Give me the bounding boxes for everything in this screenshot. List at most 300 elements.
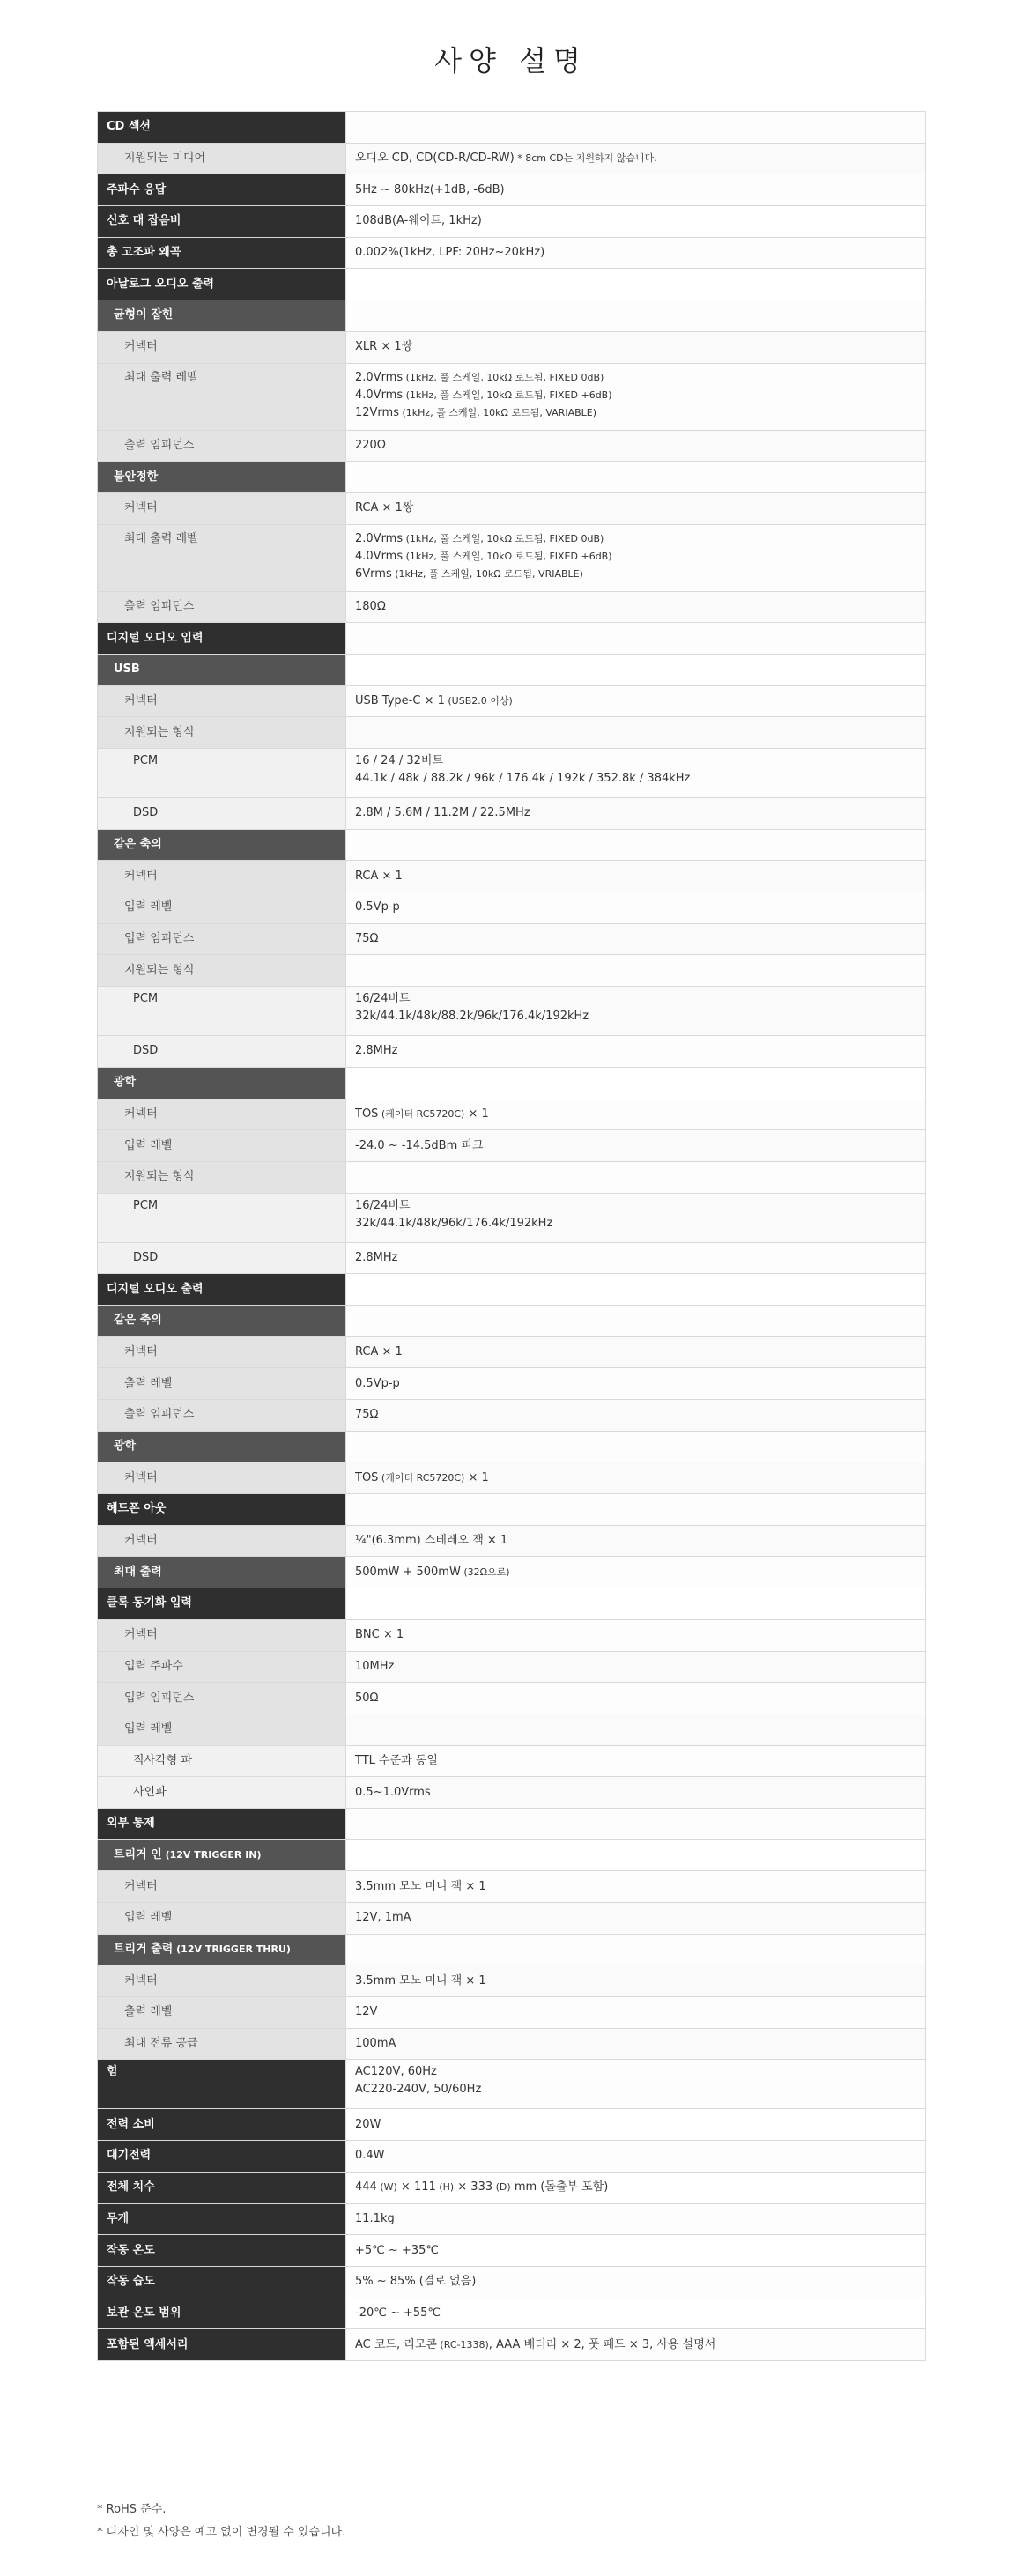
- spec-value-line: [355, 2081, 916, 2099]
- spec-value-text: ¼"(6.3mm) 스테레오 잭 × 1: [355, 1534, 508, 1548]
- spec-row: [98, 1588, 926, 1620]
- spec-value-note: * 8cm CD는 지원하지 않습니다.: [514, 152, 657, 165]
- spec-value: [346, 591, 926, 623]
- spec-label-text: DSD: [133, 806, 159, 820]
- spec-row: [98, 1903, 926, 1935]
- spec-label-text: 대기전력: [107, 2149, 152, 2163]
- spec-label-text: PCM: [133, 1198, 159, 1212]
- spec-value: [346, 717, 926, 749]
- spec-value-text: 2.8M / 5.6M / 11.2M / 22.5MHz: [355, 806, 530, 820]
- spec-value-text: 2.8MHz: [355, 1250, 398, 1264]
- spec-value-main: AC220-240V, 50/60Hz: [355, 2083, 482, 2097]
- spec-value-line: [355, 2063, 916, 2081]
- spec-value-text: 12V: [355, 2005, 378, 2019]
- spec-value-tail: × 1: [464, 1470, 489, 1484]
- spec-label: [98, 749, 346, 798]
- spec-row: [98, 685, 926, 717]
- spec-row: [98, 1965, 926, 1997]
- spec-row: [98, 1099, 926, 1130]
- spec-value: [346, 2028, 926, 2060]
- spec-value-line: [355, 990, 916, 1008]
- spec-label-text: 최대 출력 레벨: [124, 370, 198, 384]
- spec-value-line: [355, 530, 916, 548]
- spec-label: [98, 1839, 346, 1871]
- spec-row: [98, 1161, 926, 1193]
- spec-value-line: [355, 1008, 916, 1025]
- spec-value: [346, 492, 926, 524]
- spec-value-main: 12Vrms: [355, 405, 399, 419]
- footnotes: [97, 2498, 925, 2544]
- spec-value-text: TOS: [355, 1470, 379, 1484]
- spec-value: [346, 1619, 926, 1651]
- spec-value-text: 100mA: [355, 2037, 396, 2051]
- spec-label: [98, 1242, 346, 1274]
- spec-value-text: 5% ~ 85% (결로 없음): [355, 2275, 477, 2289]
- spec-value: [346, 2235, 926, 2267]
- spec-row: [98, 1777, 926, 1809]
- spec-value: [346, 1036, 926, 1068]
- spec-label-text: 광학: [114, 1440, 137, 1454]
- spec-value-line: [355, 387, 916, 404]
- spec-value-note: (1kHz, 풀 스케일, 10kΩ 로드됨, FIXED +6dB): [403, 389, 612, 401]
- spec-value-text: RCA × 1쌍: [355, 501, 414, 515]
- spec-label-text: 지원되는 형식: [124, 1170, 195, 1184]
- spec-label: [98, 1714, 346, 1745]
- spec-label: [98, 206, 346, 238]
- spec-value: [346, 1462, 926, 1494]
- spec-value-note: (32Ω으로): [460, 1566, 510, 1578]
- spec-row: [98, 1714, 926, 1745]
- spec-label: [98, 923, 346, 955]
- spec-label-text: 입력 레벨: [124, 1911, 173, 1925]
- spec-label-text: 커넥터: [124, 1879, 158, 1893]
- spec-label: [98, 1745, 346, 1777]
- spec-row: [98, 2141, 926, 2173]
- spec-value: [346, 861, 926, 892]
- spec-label-text: 커넥터: [124, 340, 158, 354]
- spec-value-note: (케이터 RC5720C): [378, 1107, 465, 1120]
- spec-label: [98, 331, 346, 363]
- spec-label: [98, 1651, 346, 1683]
- spec-value: [346, 1494, 926, 1526]
- spec-label: [98, 1903, 346, 1935]
- spec-value-line: [355, 369, 916, 387]
- spec-label: [98, 2141, 346, 2173]
- spec-row: [98, 1997, 926, 2029]
- spec-value: [346, 1997, 926, 2029]
- spec-label-text: 커넥터: [124, 869, 158, 883]
- spec-label-text: 지원되는 형식: [124, 963, 195, 977]
- spec-label: [98, 623, 346, 655]
- spec-value-text: 75Ω: [355, 932, 379, 946]
- spec-value: [346, 143, 926, 174]
- spec-label-text: 아날로그 오디오 출력: [107, 277, 215, 291]
- spec-value: [346, 331, 926, 363]
- spec-value: [346, 1305, 926, 1336]
- spec-value-text: 220Ω: [355, 438, 386, 452]
- spec-value-text: TTL 수준과 동일: [355, 1753, 438, 1767]
- spec-label-text: 작동 온도: [107, 2243, 155, 2257]
- spec-label: [98, 2235, 346, 2267]
- spec-value-tail: × 111: [396, 2180, 436, 2195]
- spec-label: [98, 1557, 346, 1588]
- spec-value-note: (케이터 RC5720C): [378, 1471, 465, 1484]
- spec-label: [98, 1871, 346, 1903]
- spec-label-text: 출력 레벨: [124, 2005, 173, 2019]
- spec-row: [98, 1067, 926, 1099]
- spec-table-body: [98, 112, 926, 2361]
- spec-value-text: 20W: [355, 2117, 381, 2131]
- spec-label: [98, 654, 346, 685]
- spec-row: [98, 1934, 926, 1965]
- spec-value: [346, 1067, 926, 1099]
- spec-value: [346, 2298, 926, 2329]
- spec-row: [98, 1336, 926, 1368]
- spec-value-note: (1kHz, 풀 스케일, 10kΩ 로드됨, VARIABLE): [399, 406, 597, 418]
- spec-label: [98, 1400, 346, 1432]
- spec-label: [98, 1619, 346, 1651]
- spec-label: [98, 1067, 346, 1099]
- spec-label-text: 입력 임피던스: [124, 1691, 195, 1705]
- spec-label-text: 커넥터: [124, 1344, 158, 1358]
- spec-value: [346, 955, 926, 987]
- spec-value-text: 5Hz ~ 80kHz(+1dB, -6dB): [355, 182, 505, 196]
- spec-label: [98, 143, 346, 174]
- spec-value-text: 0.4W: [355, 2149, 385, 2163]
- spec-row: [98, 1130, 926, 1162]
- spec-table: [97, 111, 926, 2361]
- spec-value: [346, 1588, 926, 1620]
- spec-label: [98, 685, 346, 717]
- spec-label-text: 주파수 응답: [107, 182, 167, 196]
- spec-value: [346, 1871, 926, 1903]
- spec-label-text: 최대 전류 공급: [124, 2037, 198, 2051]
- spec-value: [346, 829, 926, 861]
- spec-value: [346, 2266, 926, 2298]
- spec-row: [98, 363, 926, 430]
- spec-row: [98, 1871, 926, 1903]
- spec-label-text: 힘: [107, 2065, 118, 2079]
- spec-label: [98, 1997, 346, 2029]
- spec-value-note: (1kHz, 풀 스케일, 10kΩ 로드됨, FIXED +6dB): [403, 550, 612, 562]
- spec-value-tail: × 1: [464, 1107, 489, 1121]
- spec-value-text: 3.5mm 모노 미니 잭 × 1: [355, 1973, 486, 1988]
- spec-label: [98, 591, 346, 623]
- spec-label: [98, 1161, 346, 1193]
- spec-value-text: 2.8MHz: [355, 1044, 398, 1058]
- spec-row: [98, 492, 926, 524]
- spec-value: [346, 1242, 926, 1274]
- spec-row: [98, 112, 926, 144]
- spec-label: [98, 1368, 346, 1400]
- spec-label: [98, 1588, 346, 1620]
- spec-value-text: 10MHz: [355, 1659, 395, 1673]
- spec-row: [98, 430, 926, 462]
- spec-row: [98, 1839, 926, 1871]
- spec-label-text: 입력 레벨: [124, 1722, 173, 1736]
- spec-value-text: -20℃ ~ +55℃: [355, 2306, 441, 2320]
- spec-value-text: AC 코드, 리모콘: [355, 2337, 437, 2351]
- spec-label: [98, 1525, 346, 1557]
- spec-label-text: 커넥터: [124, 1107, 158, 1121]
- spec-label-text: 신호 대 잡음비: [107, 214, 181, 228]
- spec-label-text: PCM: [133, 754, 159, 767]
- spec-value-text: 0.5~1.0Vrms: [355, 1785, 431, 1799]
- spec-value-text: 108dB(A-웨이트, 1kHz): [355, 214, 482, 228]
- spec-value: [346, 1368, 926, 1400]
- spec-value: [346, 1965, 926, 1997]
- spec-label: [98, 2329, 346, 2361]
- spec-value-note: (1kHz, 풀 스케일, 10kΩ 로드됨, VRIABLE): [391, 567, 583, 580]
- spec-label: [98, 1683, 346, 1714]
- spec-value-note2: (H): [435, 2181, 455, 2194]
- spec-value: [346, 892, 926, 924]
- spec-row: [98, 1557, 926, 1588]
- spec-label: [98, 2109, 346, 2141]
- spec-value-main: 32k/44.1k/48k/88.2k/96k/176.4k/192kHz: [355, 1010, 589, 1024]
- spec-value-main: 4.0Vrms: [355, 388, 404, 402]
- spec-row: [98, 1619, 926, 1651]
- spec-value-main: 44.1k / 48k / 88.2k / 96k / 176.4k / 192k / 352.8k / 384kHz: [355, 772, 691, 785]
- spec-value: [346, 1903, 926, 1935]
- spec-label: [98, 829, 346, 861]
- spec-value: [346, 1651, 926, 1683]
- spec-row: [98, 1431, 926, 1462]
- spec-value-tail3: mm (돌출부 포함): [510, 2180, 609, 2195]
- spec-label: [98, 1036, 346, 1068]
- spec-value-text: 12V, 1mA: [355, 1911, 411, 1925]
- spec-row: [98, 462, 926, 493]
- spec-label-text: 출력 임피던스: [124, 438, 195, 452]
- spec-label: [98, 1808, 346, 1839]
- spec-label: [98, 1130, 346, 1162]
- spec-value: [346, 2203, 926, 2235]
- spec-row: [98, 2172, 926, 2203]
- spec-value-main: 16 / 24 / 32비트: [355, 754, 444, 767]
- spec-value: [346, 685, 926, 717]
- spec-value-text: 180Ω: [355, 599, 386, 613]
- spec-row: [98, 2203, 926, 2235]
- spec-label: [98, 430, 346, 462]
- spec-value: [346, 237, 926, 269]
- spec-row: [98, 2298, 926, 2329]
- spec-label-text: 커넥터: [124, 1470, 158, 1484]
- spec-value: [346, 1683, 926, 1714]
- spec-label-text: 트리거 인: [114, 1847, 162, 1862]
- spec-row: [98, 1400, 926, 1432]
- spec-row: [98, 923, 926, 955]
- spec-row: [98, 1193, 926, 1242]
- spec-value: [346, 2141, 926, 2173]
- spec-label-text: 작동 습도: [107, 2275, 155, 2289]
- spec-value-text: RCA × 1: [355, 869, 403, 883]
- spec-value-note: (W): [376, 2181, 397, 2194]
- spec-label-text: 커넥터: [124, 1628, 158, 1642]
- spec-row: [98, 269, 926, 300]
- spec-value-tail: , AAA 배터리 × 2, 풋 패드 × 3, 사용 설명서: [488, 2337, 716, 2351]
- spec-value-main: 4.0Vrms: [355, 549, 404, 563]
- spec-value-text: BNC × 1: [355, 1628, 404, 1642]
- spec-value-text: USB Type-C × 1: [355, 693, 445, 707]
- spec-value-text: RCA × 1: [355, 1344, 403, 1358]
- spec-row: [98, 1525, 926, 1557]
- spec-label-text: CD 섹션: [107, 120, 151, 134]
- spec-label-text: DSD: [133, 1250, 159, 1264]
- spec-value-line: [355, 548, 916, 566]
- spec-label: [98, 2028, 346, 2060]
- spec-value: [346, 300, 926, 332]
- spec-value-text: 500mW + 500mW: [355, 1565, 461, 1579]
- spec-label: [98, 1965, 346, 1997]
- spec-value: [346, 2109, 926, 2141]
- spec-value: [346, 1336, 926, 1368]
- spec-value-main: AC120V, 60Hz: [355, 2065, 437, 2079]
- spec-label-text: 직사각형 파: [133, 1753, 192, 1767]
- spec-label-text: 입력 주파수: [124, 1659, 183, 1673]
- spec-row: [98, 654, 926, 685]
- spec-value-text: -24.0 ~ -14.5dBm 피크: [355, 1138, 484, 1152]
- spec-value: [346, 363, 926, 430]
- spec-value-text: 0.5Vp-p: [355, 900, 400, 914]
- spec-label: [98, 2266, 346, 2298]
- spec-label: [98, 1934, 346, 1965]
- spec-value: [346, 1714, 926, 1745]
- spec-value: [346, 923, 926, 955]
- spec-label-text: 무게: [107, 2211, 130, 2225]
- spec-value-line: [355, 566, 916, 583]
- spec-row: [98, 143, 926, 174]
- spec-value: [346, 798, 926, 830]
- spec-value: [346, 2172, 926, 2203]
- spec-value-main: 6Vrms: [355, 566, 392, 581]
- spec-label: [98, 1494, 346, 1526]
- spec-value: [346, 430, 926, 462]
- spec-value: [346, 1777, 926, 1809]
- spec-value-text: 3.5mm 모노 미니 잭 × 1: [355, 1879, 486, 1893]
- spec-label-text: 커넥터: [124, 693, 158, 707]
- spec-label: [98, 1305, 346, 1336]
- spec-row: [98, 2266, 926, 2298]
- spec-label-text: 같은 축의: [114, 1314, 162, 1328]
- spec-value: [346, 1808, 926, 1839]
- spec-value-text: 오디오 CD, CD(CD-R/CD-RW): [355, 152, 515, 166]
- spec-label: [98, 462, 346, 493]
- spec-row: [98, 524, 926, 591]
- spec-row: [98, 1305, 926, 1336]
- footnote-rohs: * RoHS 준수.: [97, 2503, 167, 2516]
- page-title: 사양 설명: [434, 44, 588, 78]
- spec-row: [98, 237, 926, 269]
- spec-value-line: [355, 404, 916, 422]
- spec-label: [98, 2172, 346, 2203]
- spec-value-text: 444: [355, 2180, 377, 2195]
- spec-label: [98, 1336, 346, 1368]
- spec-label-text: 최대 출력 레벨: [124, 531, 198, 545]
- spec-value: [346, 654, 926, 685]
- spec-label-text: 헤드폰 아웃: [107, 1502, 167, 1516]
- spec-value: [346, 1431, 926, 1462]
- spec-value-note: (1kHz, 풀 스케일, 10kΩ 로드됨, FIXED 0dB): [403, 532, 604, 544]
- spec-label-text: 입력 레벨: [124, 1138, 173, 1152]
- spec-row: [98, 829, 926, 861]
- spec-value: [346, 1400, 926, 1432]
- spec-value: [346, 524, 926, 591]
- spec-row: [98, 623, 926, 655]
- spec-label: [98, 363, 346, 430]
- spec-row: [98, 861, 926, 892]
- spec-value-line: [355, 1197, 916, 1215]
- spec-row: [98, 1808, 926, 1839]
- footnote-disclaimer: * 디자인 및 사양은 예고 없이 변경될 수 있습니다.: [97, 2526, 346, 2539]
- spec-value: [346, 1274, 926, 1306]
- spec-value-tail2: × 333: [454, 2180, 493, 2195]
- spec-label-note: (12V TRIGGER IN): [161, 1848, 262, 1861]
- spec-label: [98, 1099, 346, 1130]
- spec-value: [346, 623, 926, 655]
- spec-label-text: 불안정한: [114, 470, 159, 484]
- spec-value-note3: (D): [492, 2181, 511, 2194]
- spec-label: [98, 892, 346, 924]
- spec-value-line: [355, 752, 916, 770]
- spec-row: [98, 798, 926, 830]
- spec-label: [98, 955, 346, 987]
- spec-label-note: (12V TRIGGER THRU): [173, 1943, 291, 1956]
- spec-row: [98, 174, 926, 206]
- spec-row: [98, 987, 926, 1036]
- spec-label: [98, 174, 346, 206]
- spec-row: [98, 206, 926, 238]
- spec-value-main: 2.0Vrms: [355, 370, 404, 384]
- spec-value: [346, 1193, 926, 1242]
- spec-label-text: 지원되는 미디어: [124, 152, 206, 166]
- spec-value-text: 50Ω: [355, 1691, 379, 1705]
- spec-value-main: 16/24비트: [355, 992, 411, 1006]
- spec-row: [98, 1683, 926, 1714]
- spec-label: [98, 237, 346, 269]
- spec-value: [346, 2329, 926, 2361]
- spec-label: [98, 1431, 346, 1462]
- spec-row: [98, 1494, 926, 1526]
- spec-row: [98, 331, 926, 363]
- spec-label: [98, 717, 346, 749]
- spec-row: [98, 1036, 926, 1068]
- spec-label-text: 입력 레벨: [124, 900, 173, 914]
- spec-value-line: [355, 1215, 916, 1232]
- spec-value-text: 75Ω: [355, 1408, 379, 1422]
- spec-label: [98, 2203, 346, 2235]
- spec-value: [346, 174, 926, 206]
- spec-label-text: USB: [114, 663, 140, 677]
- spec-row: [98, 955, 926, 987]
- spec-label-text: 트리거 출력: [114, 1943, 174, 1957]
- spec-value: [346, 1839, 926, 1871]
- spec-value: [346, 1745, 926, 1777]
- spec-row: [98, 1651, 926, 1683]
- spec-label-text: 디지털 오디오 입력: [107, 631, 204, 645]
- spec-row: [98, 749, 926, 798]
- spec-value-text: 0.002%(1kHz, LPF: 20Hz~20kHz): [355, 246, 545, 260]
- spec-row: [98, 1368, 926, 1400]
- spec-row: [98, 2028, 926, 2060]
- spec-value-text: 0.5Vp-p: [355, 1376, 400, 1390]
- spec-value: [346, 1130, 926, 1162]
- spec-label-text: 최대 출력: [114, 1565, 162, 1579]
- spec-row: [98, 2329, 926, 2361]
- spec-label: [98, 524, 346, 591]
- spec-value-note: (USB2.0 이상): [444, 694, 513, 707]
- spec-value: [346, 1557, 926, 1588]
- spec-row: [98, 892, 926, 924]
